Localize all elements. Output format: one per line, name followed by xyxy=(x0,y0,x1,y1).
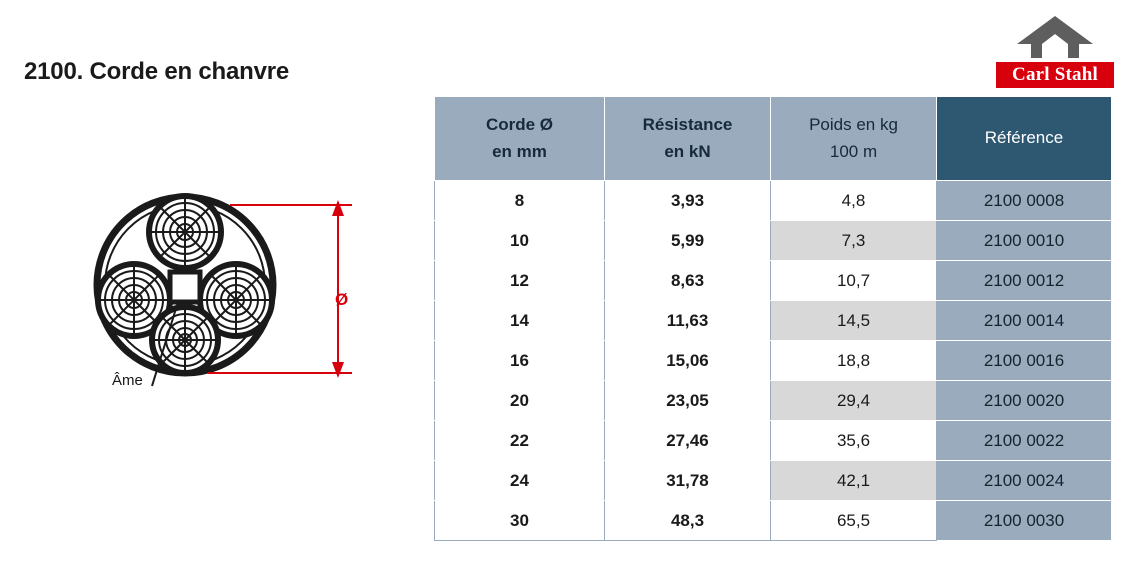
cell-diameter: 10 xyxy=(435,221,605,261)
specification-table xyxy=(434,96,1112,541)
cell-diameter: 24 xyxy=(435,461,605,501)
cell-resistance: 5,99 xyxy=(605,221,771,261)
column-header-resistance: Résistance en kN xyxy=(605,97,771,181)
cell-reference: 2100 0022 xyxy=(937,421,1112,461)
table-row xyxy=(435,341,1112,381)
cell-diameter: 8 xyxy=(435,181,605,221)
cell-resistance: 48,3 xyxy=(605,501,771,541)
cell-resistance: 23,05 xyxy=(605,381,771,421)
rope-cross-section-diagram xyxy=(90,190,410,420)
cell-reference: 2100 0016 xyxy=(937,341,1112,381)
cell-reference: 2100 0030 xyxy=(937,501,1112,541)
cell-reference: 2100 0024 xyxy=(937,461,1112,501)
cell-diameter: 22 xyxy=(435,421,605,461)
brand-name: Carl Stahl xyxy=(996,62,1114,88)
table-row xyxy=(435,421,1112,461)
cell-resistance: 15,06 xyxy=(605,341,771,381)
cell-diameter: 14 xyxy=(435,301,605,341)
cell-diameter: 20 xyxy=(435,381,605,421)
cell-resistance: 27,46 xyxy=(605,421,771,461)
cell-diameter: 12 xyxy=(435,261,605,301)
cell-weight: 14,5 xyxy=(771,301,937,341)
cell-resistance: 8,63 xyxy=(605,261,771,301)
roof-logo-icon xyxy=(996,14,1114,60)
table-row xyxy=(435,301,1112,341)
cell-resistance: 31,78 xyxy=(605,461,771,501)
brand-logo xyxy=(996,14,1114,88)
core-label: Âme xyxy=(112,372,143,389)
column-header-weight: Poids en kg 100 m xyxy=(771,97,937,181)
table-row xyxy=(435,181,1112,221)
cell-weight: 42,1 xyxy=(771,461,937,501)
table-header-row xyxy=(435,97,1112,181)
cell-diameter: 30 xyxy=(435,501,605,541)
cell-weight: 4,8 xyxy=(771,181,937,221)
cell-resistance: 11,63 xyxy=(605,301,771,341)
cell-weight: 18,8 xyxy=(771,341,937,381)
column-header-diameter: Corde Ø en mm xyxy=(435,97,605,181)
cell-diameter: 16 xyxy=(435,341,605,381)
cell-reference: 2100 0014 xyxy=(937,301,1112,341)
cell-reference: 2100 0010 xyxy=(937,221,1112,261)
cell-weight: 65,5 xyxy=(771,501,937,541)
cell-reference: 2100 0012 xyxy=(937,261,1112,301)
cell-reference: 2100 0008 xyxy=(937,181,1112,221)
table-row xyxy=(435,461,1112,501)
table-row xyxy=(435,261,1112,301)
column-header-reference: Référence xyxy=(937,97,1112,181)
page-title: 2100. Corde en chanvre xyxy=(24,58,290,85)
table-row xyxy=(435,381,1112,421)
table-row xyxy=(435,501,1112,541)
cell-resistance: 3,93 xyxy=(605,181,771,221)
table-row xyxy=(435,221,1112,261)
cell-weight: 29,4 xyxy=(771,381,937,421)
cell-weight: 10,7 xyxy=(771,261,937,301)
diameter-symbol-label: Ø xyxy=(335,290,349,309)
cell-reference: 2100 0020 xyxy=(937,381,1112,421)
cell-weight: 7,3 xyxy=(771,221,937,261)
cell-weight: 35,6 xyxy=(771,421,937,461)
